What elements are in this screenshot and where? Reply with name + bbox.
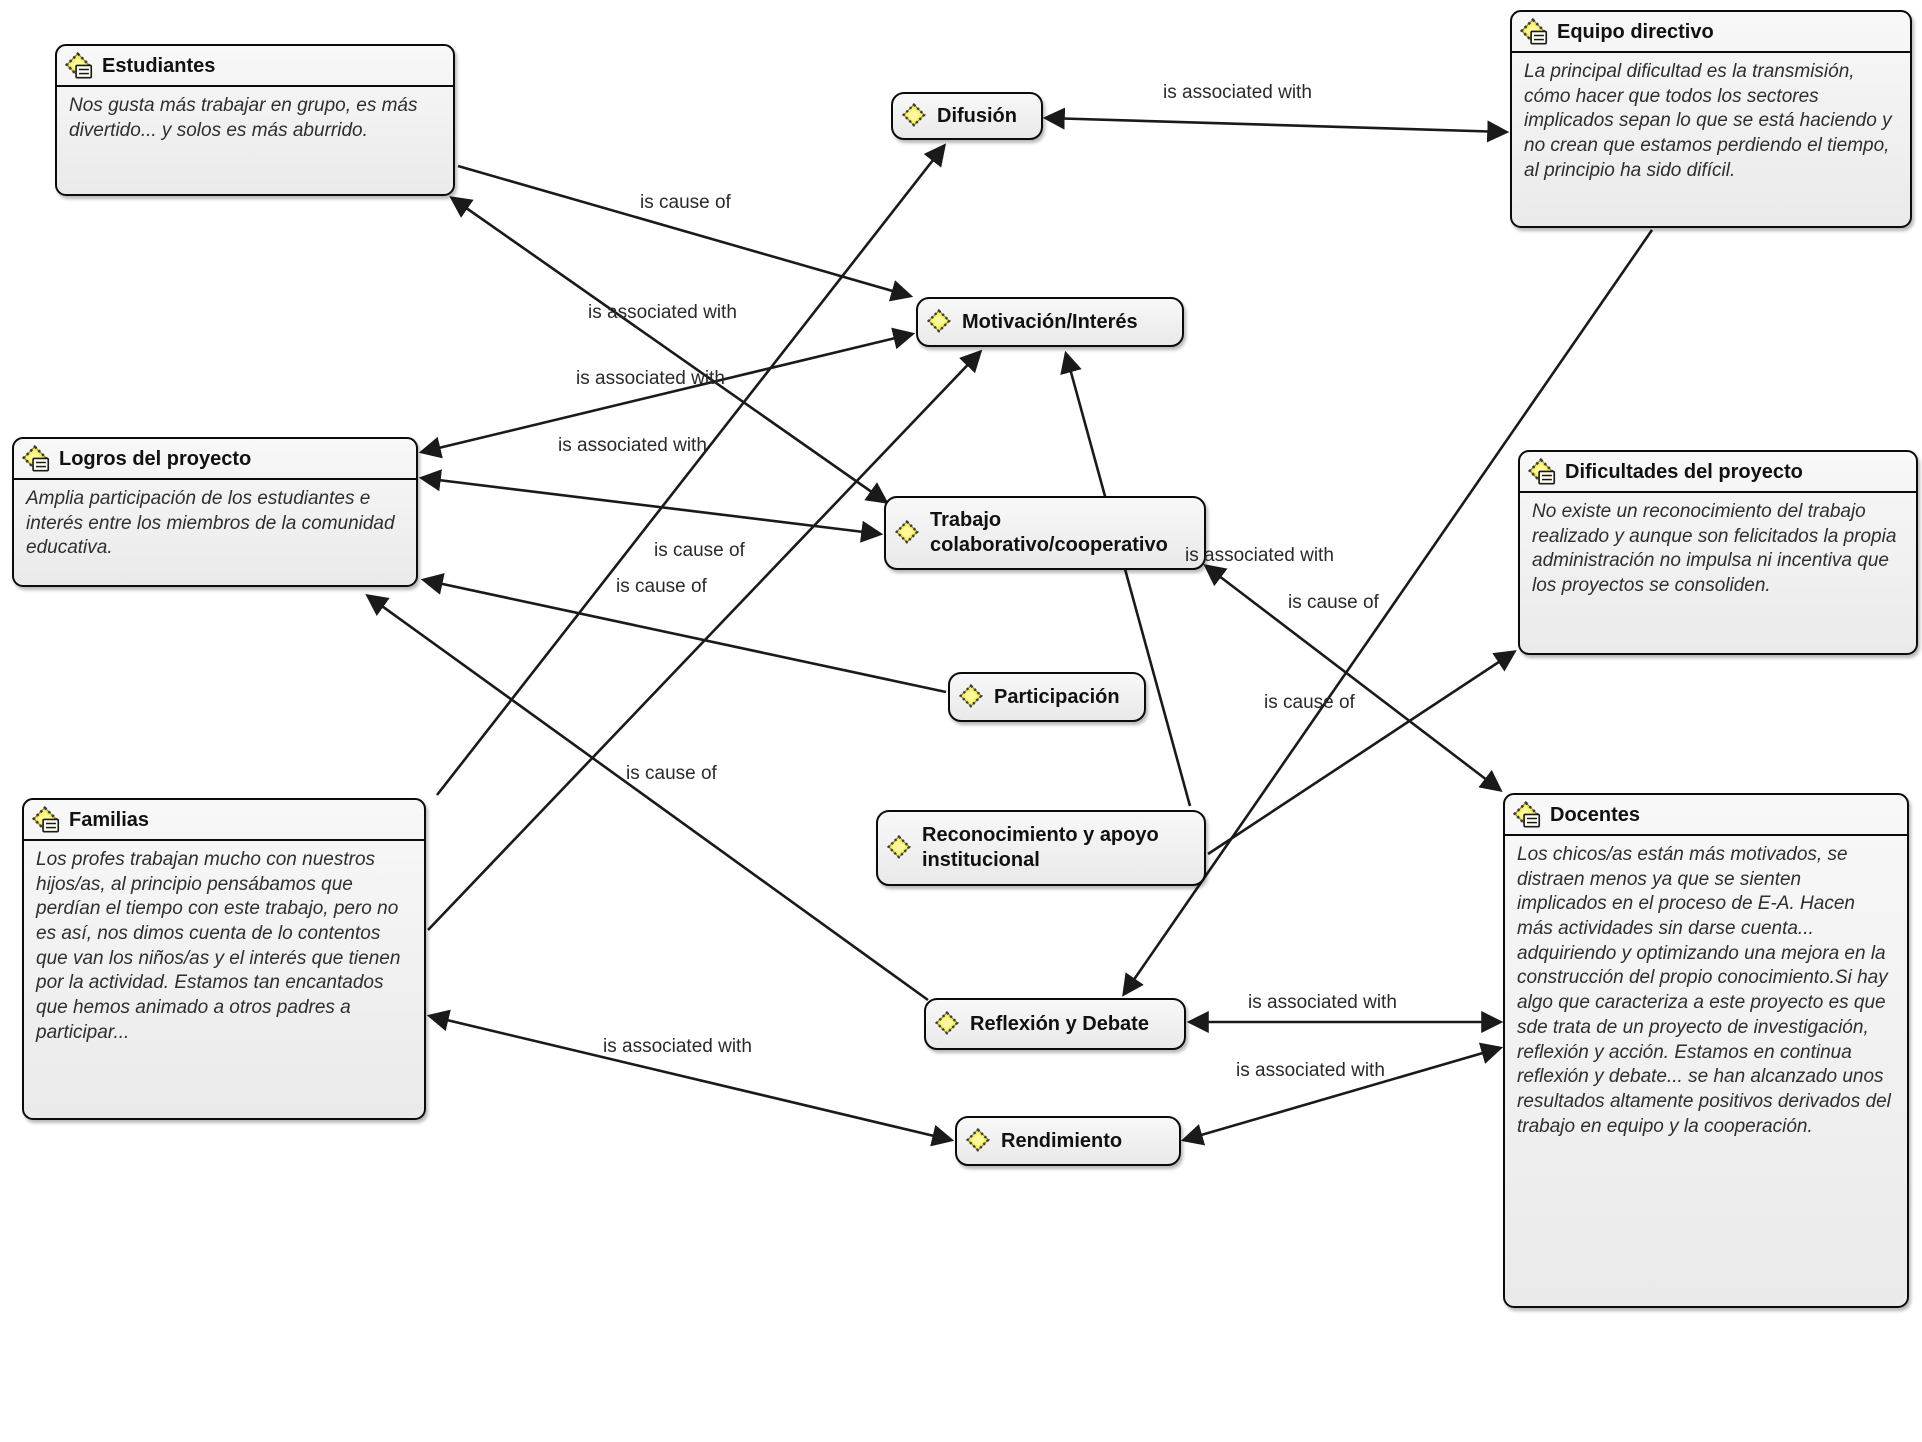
code-node-label: Difusión xyxy=(937,104,1017,127)
concept-title-bar xyxy=(14,439,416,480)
code-icon xyxy=(902,103,928,129)
concept-title-bar xyxy=(1512,12,1910,53)
code-node-label: Trabajo colaborativo/cooperativo xyxy=(930,509,1168,556)
edge-reflexion-logros[interactable] xyxy=(368,596,928,1000)
concept-quote-text: La principal dificultad es la transmisión, cómo hacer que todos los sectores implicados sepan lo que se está haciendo y no crean que estamos perdiendo el tiempo, al principio ha sido difícil. xyxy=(1524,61,1892,181)
relation-label-e13[interactable]: is cause of xyxy=(626,763,717,784)
edge-difusion-equipo-directivo[interactable] xyxy=(1046,118,1506,132)
concept-quote-text: Los chicos/as están más motivados, se distraen menos ya que se sienten implicados en el proceso de E-A. Hacen más actividades sin darse cuenta... adquiriendo y optimizando una mejora en la construcción del propio conocimiento.Si hay algo que caracteriza a este proyecto es que sde trata de un proyecto de investigación, reflexión y acción. Estamos en continua reflexión y debate... se han alcanzado unos resultados altamente positivos derivados del trabajo en equipo y la cooperación. xyxy=(1517,844,1891,1137)
code-memo-icon xyxy=(1513,801,1541,829)
concept-box-equipo-directivo[interactable] xyxy=(1510,10,1912,228)
concept-title-bar xyxy=(57,46,453,87)
concept-title-bar xyxy=(1520,452,1916,493)
code-node-label: Rendimiento xyxy=(1001,1129,1123,1152)
concept-quote-text: Amplia participación de los estudiantes e interés entre los miembros de la comunidad educativa. xyxy=(26,488,395,559)
concept-box-estudiantes[interactable] xyxy=(55,44,455,196)
code-node-label: Participación xyxy=(994,685,1120,708)
concept-box-dificultades[interactable] xyxy=(1518,450,1918,655)
concept-title-bar xyxy=(24,800,424,841)
relation-label-e3[interactable]: is associated with xyxy=(588,302,737,323)
edge-familias-rendimiento[interactable] xyxy=(430,1016,951,1140)
edge-reconocimiento-motivacion[interactable] xyxy=(1066,354,1190,806)
code-memo-icon xyxy=(1520,18,1548,46)
concept-quote-text: Los profes trabajan mucho con nuestros hijos/as, al principio pensábamos que perdían el tiempo con este trabajo, pero no es así, nos dimos cuenta de lo contentos que van los niños/as y el interés que tienen por la actividad. Estamos tan encantados que hemos animado a otros padres a participar... xyxy=(36,849,401,1043)
code-icon xyxy=(935,1011,961,1037)
concept-box-docentes[interactable] xyxy=(1503,793,1909,1308)
relation-label-e11[interactable]: is cause of xyxy=(1288,592,1379,613)
concept-title-text: Dificultades del proyecto xyxy=(1565,460,1803,483)
concept-box-logros[interactable] xyxy=(12,437,418,587)
relation-label-e16[interactable]: is associated with xyxy=(1236,1060,1385,1081)
code-node-difusion[interactable] xyxy=(891,92,1043,140)
code-node-reconocimiento[interactable] xyxy=(876,810,1206,886)
code-icon xyxy=(959,684,985,710)
code-node-rendimiento[interactable] xyxy=(955,1116,1181,1166)
relation-label-e1[interactable]: is associated with xyxy=(1163,82,1312,103)
relation-label-e6[interactable]: is cause of xyxy=(654,540,745,561)
code-icon xyxy=(927,309,953,335)
code-memo-icon xyxy=(22,445,50,473)
concept-quote-text: No existe un reconocimiento del trabajo realizado y aunque son felicitados la propia administración no impulsa ni incentiva que los proyectos se consoliden. xyxy=(1532,501,1897,597)
concept-title-text: Docentes xyxy=(1550,803,1641,826)
code-memo-icon xyxy=(32,806,60,834)
code-node-reflexion[interactable] xyxy=(924,998,1186,1050)
concept-box-familias[interactable] xyxy=(22,798,426,1120)
concept-title-text: Equipo directivo xyxy=(1557,20,1714,43)
code-node-label: Reconocimiento y apoyo institucional xyxy=(922,824,1159,871)
relation-label-e15[interactable]: is associated with xyxy=(1248,992,1397,1013)
concept-title-bar xyxy=(1505,795,1907,836)
edge-reconocimiento-dificultades[interactable] xyxy=(1208,652,1514,854)
code-icon xyxy=(887,835,913,861)
relation-label-e9[interactable]: is cause of xyxy=(1264,692,1355,713)
concept-title-text: Familias xyxy=(69,808,150,831)
concept-quote-text: Nos gusta más trabajar en grupo, es más divertido... y solos es más aburrido. xyxy=(69,95,418,141)
relation-label-e4[interactable]: is associated with xyxy=(576,368,725,389)
concept-title-text: Estudiantes xyxy=(102,54,216,77)
code-icon xyxy=(966,1128,992,1154)
relation-label-e7[interactable]: is cause of xyxy=(616,576,707,597)
code-icon xyxy=(895,520,921,546)
code-node-trabajo[interactable] xyxy=(884,496,1206,570)
code-memo-icon xyxy=(1528,458,1556,486)
relation-label-e2[interactable]: is cause of xyxy=(640,192,731,213)
edge-logros-trabajo[interactable] xyxy=(422,478,880,534)
code-node-label: Motivación/Interés xyxy=(962,310,1138,333)
code-node-participacion[interactable] xyxy=(948,672,1146,722)
concept-title-text: Logros del proyecto xyxy=(59,447,252,470)
relation-label-e10[interactable]: is associated with xyxy=(1185,545,1334,566)
relation-label-e14[interactable]: is associated with xyxy=(603,1036,752,1057)
relation-label-e5[interactable]: is associated with xyxy=(558,435,707,456)
code-memo-icon xyxy=(65,52,93,80)
code-node-motivacion[interactable] xyxy=(916,297,1184,347)
code-node-label: Reflexión y Debate xyxy=(970,1012,1149,1035)
